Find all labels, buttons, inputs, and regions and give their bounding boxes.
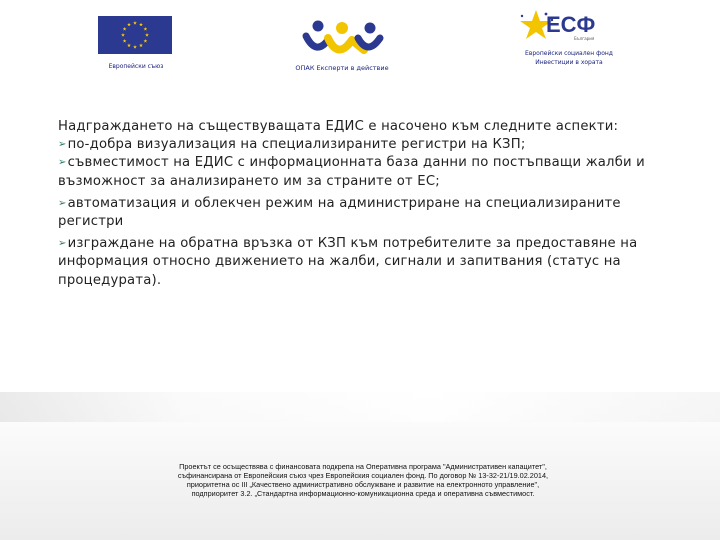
list-item-text: автоматизация и облекчен режим на администриране на специализираните регистри [58, 195, 621, 230]
eu-logo-caption: Европейски съюз [108, 63, 164, 70]
list-item [58, 195, 658, 231]
eu-star-icon [127, 23, 131, 27]
footer-line: подприоритет 3.2. „Стандартна информационно-комуникационна среда и оперативна съвместимост. [191, 489, 535, 498]
list-item-text: по-добра визуализация на специализираните регистри на КЗП; [67, 137, 526, 153]
list-item-text: съвместимост на ЕДИС с информационната база данни по постъпващи жалби и възможност за анализирането им за страните от ЕС; [58, 155, 645, 189]
intro-text: Надграждането на съществуващата ЕДИС е насочено към следните аспекти: [58, 119, 619, 134]
eu-star-icon [143, 27, 147, 31]
eu-star-icon [121, 33, 125, 37]
arrow-right-icon: ➢ [58, 238, 67, 250]
people-icon [278, 16, 406, 62]
opak-logo-caption: ОПАК Експерти в действие [295, 64, 389, 72]
esf-logo-caption-line2: Инвестиции в хората [535, 59, 603, 66]
eu-star-icon [143, 39, 147, 43]
eu-star-icon [133, 45, 137, 49]
footer-line: Проектът се осъществява с финансовата подкрепа на Оперативна програма "Административен капацитет", [179, 462, 547, 471]
eu-star-icon [139, 43, 143, 47]
eu-star-icon [139, 23, 143, 27]
esf-logo-country: България [574, 36, 595, 41]
funding-footer [108, 462, 618, 498]
eu-star-icon [123, 27, 127, 31]
eu-star-icon [127, 43, 131, 47]
eu-star-icon [133, 21, 137, 25]
footer-line: съфинансирана от Европейския съюз чрез Европейския социален фонд. По договор № 13-32-21/19.02.2014, [177, 471, 549, 480]
esf-logo-letters: ЕСФ [546, 12, 596, 37]
eu-flag-icon [98, 16, 172, 54]
footer-line: приоритетна ос III „Качествено административно обслужване и развитие на електронното управление", [186, 480, 540, 489]
esf-logo-caption-line1: Европейски социален фонд [525, 50, 613, 57]
list-item [58, 136, 658, 154]
esf-logo [500, 8, 638, 68]
eu-star-icon [145, 33, 149, 37]
aspects-list [58, 136, 658, 290]
list-item [58, 235, 658, 290]
arrow-right-icon: ➢ [58, 139, 67, 151]
arrow-right-icon: ➢ [58, 157, 67, 169]
footer-accent [0, 392, 720, 422]
eu-logo [96, 16, 176, 74]
list-item-text: изграждане на обратна връзка от КЗП към потребителите за предоставяне на информация относно движението на жалби, сигнали и запитвания (статус на процедурата). [58, 236, 638, 288]
eu-star-icon [123, 39, 127, 43]
arrow-right-icon: ➢ [58, 197, 67, 209]
list-item [58, 154, 658, 190]
opak-logo [278, 16, 406, 76]
main-content [58, 118, 658, 290]
